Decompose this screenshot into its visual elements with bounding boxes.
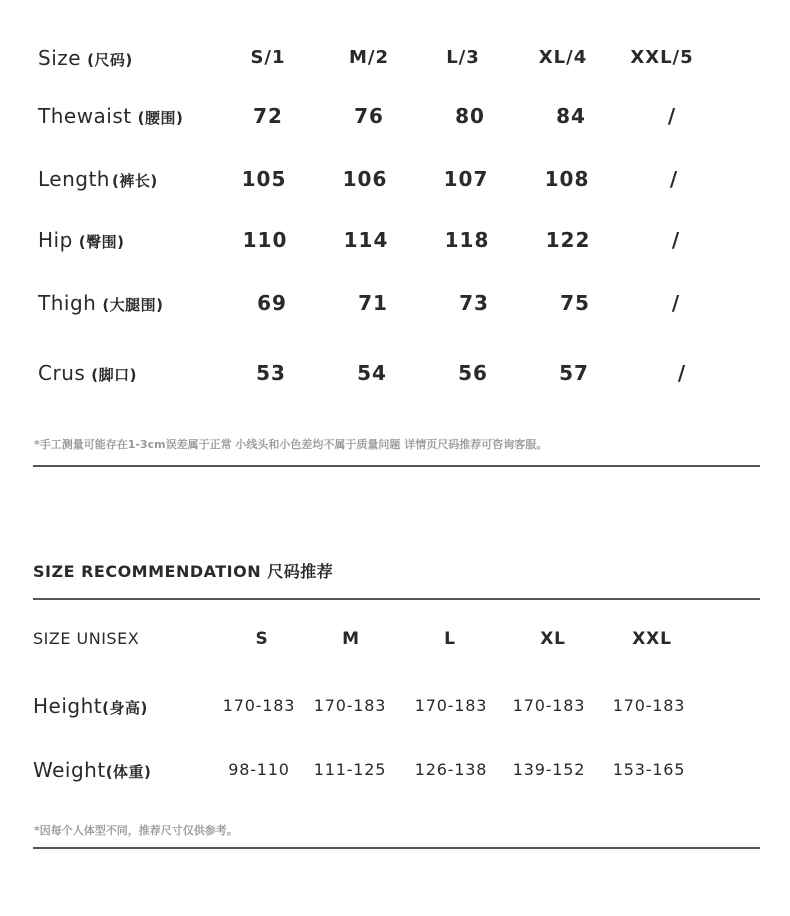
row-label-en: Thewaist [38,104,132,128]
size-cell: 122 [545,228,591,252]
divider [33,847,760,849]
size-row-thigh [0,283,790,323]
row-label-en: Thigh [38,291,97,315]
recommendation-cell: 126-138 [414,760,488,779]
recommendation-row-label [33,686,148,728]
size-row-label [38,96,183,138]
recommendation-header-xxl: XXL [632,629,672,649]
row-label-en: Hip [38,228,73,252]
recommendation-row-label [33,750,151,792]
size-row-label [38,220,125,262]
size-cell: 53 [256,361,286,385]
recommendation-cell: 170-183 [222,696,296,715]
size-header-xxl: XXL/5 [630,47,694,68]
size-cell: 76 [354,104,384,128]
recommendation-cell: 170-183 [512,696,586,715]
recommendation-cell: 98-110 [228,760,290,779]
size-row-crus [0,353,790,393]
size-cell: 69 [257,291,287,315]
row-label-en: Weight [33,758,106,782]
recommendation-cell: 170-183 [612,696,686,715]
size-row-waist [0,96,790,136]
divider [33,598,760,600]
recommendation-header-label: SIZE UNISEX [33,629,140,648]
row-label-en: Height [33,694,103,718]
row-label-cn: (大腿围) [102,296,164,314]
size-header-row [0,38,790,78]
size-cell: 71 [358,291,388,315]
size-cell: 84 [556,104,586,128]
recommendation-header-s: S [255,629,269,649]
size-cell: 107 [443,167,489,191]
recommendation-row-height [0,686,790,726]
size-cell: / [671,228,681,252]
row-label-cn: (脚口) [91,366,138,384]
recommendation-cell: 111-125 [313,760,387,779]
row-label-cn: (体重) [105,763,152,781]
size-header-s: S/1 [250,47,286,68]
size-cell: / [667,104,677,128]
size-cell: 108 [544,167,590,191]
recommendation-row-weight [0,750,790,790]
divider [33,465,760,467]
size-cell: 80 [455,104,485,128]
recommendation-header-m: M [342,629,360,649]
size-header-xl: XL/4 [538,47,588,68]
recommendation-cell: 139-152 [512,760,586,779]
size-row-hip [0,220,790,260]
size-row-label [38,283,164,325]
size-cell: 105 [241,167,287,191]
size-cell: 72 [253,104,283,128]
size-cell: 57 [559,361,589,385]
size-header-label-cn: (尺码) [87,51,133,69]
row-label-en: Length [38,167,110,191]
size-cell: 73 [459,291,489,315]
size-row-label [38,159,158,201]
size-cell: / [671,291,681,315]
recommendation-cell: 153-165 [612,760,686,779]
size-row-label [38,353,137,395]
size-row-length [0,159,790,199]
size-header-label [38,38,133,80]
size-cell: 75 [560,291,590,315]
recommendation-header-l: L [444,629,456,649]
size-cell: 56 [458,361,488,385]
recommendation-title: SIZE RECOMMENDATION 尺码推荐 [33,562,334,581]
size-header-l: L/3 [446,47,480,68]
recommendation-header-row [0,619,790,659]
row-label-cn: (腰围) [137,109,184,127]
row-label-cn: (臀围) [78,233,125,251]
size-cell: 118 [444,228,490,252]
size-cell: 54 [357,361,387,385]
size-cell: / [677,361,687,385]
recommendation-cell: 170-183 [414,696,488,715]
row-label-cn: (身高) [102,699,148,717]
recommendation-cell: 170-183 [313,696,387,715]
recommendation-note: *因每个人体型不同，推荐尺寸仅供参考。 [34,824,238,837]
row-label-cn: (裤长) [111,172,158,190]
size-cell: / [669,167,679,191]
size-cell: 110 [242,228,288,252]
size-cell: 106 [342,167,388,191]
size-header-label-en: Size [38,46,82,70]
row-label-en: Crus [38,361,86,385]
size-table-note: *手工测量可能存在1-3cm误差属于正常 小线头和小色差均不属于质量问题 详情页尺码推荐可咨询客服。 [34,438,548,451]
size-cell: 114 [343,228,389,252]
size-header-m: M/2 [348,47,389,68]
recommendation-header-xl: XL [540,629,566,649]
